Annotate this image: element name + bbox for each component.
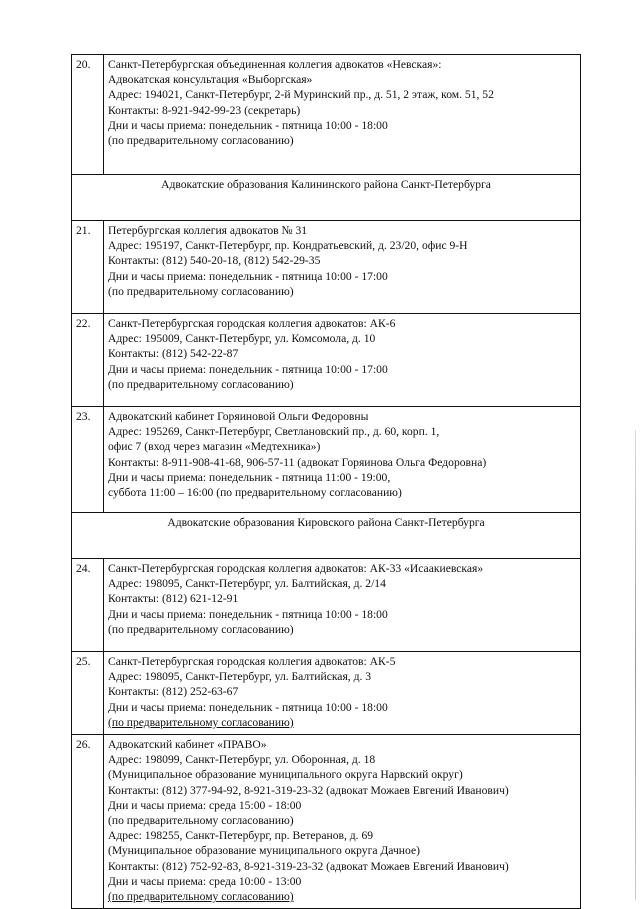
entry-line: Контакты: (812) 540-20-18, (812) 542-29-35 — [108, 254, 321, 268]
entry-line: Адрес: 198095, Санкт-Петербург, ул. Балтийская, д. 2/14 — [108, 577, 386, 591]
table-row — [72, 314, 581, 407]
entry-line: Санкт-Петербургская городская коллегия адвокатов: АК-5 — [108, 655, 396, 668]
entry-number: 23. — [72, 407, 104, 513]
entry-line: Адрес: 195269, Санкт-Петербург, Светлановский пр., д. 60, корп. 1, — [108, 425, 440, 439]
entry-line: Санкт-Петербургская городская коллегия адвокатов: АК-33 «Исаакиевская» — [108, 562, 484, 575]
entry-line: (по предварительному согласованию) — [108, 715, 294, 729]
entry-details — [104, 55, 581, 175]
entry-number: 20. — [72, 55, 104, 175]
entry-line: Адрес: 194021, Санкт-Петербург, 2-й Муринский пр., д. 51, 2 этаж, ком. 51, 52 — [108, 88, 494, 102]
entry-details — [104, 735, 581, 909]
entry-details — [104, 652, 581, 735]
entry-line: Адрес: 195009, Санкт-Петербург, ул. Комсомола, д. 10 — [108, 332, 376, 346]
table-row — [72, 221, 581, 314]
table-row — [72, 55, 581, 175]
entry-line: суббота 11:00 – 16:00 (по предварительному согласованию) — [108, 486, 402, 500]
entry-line: Санкт-Петербургская городская коллегия адвокатов: АК-6 — [108, 317, 396, 330]
entry-line: (Муниципальное образование муниципального округа Нарвский округ) — [108, 768, 463, 782]
entry-line: Дни и часы приема: понедельник - пятница 10:00 - 17:00 — [108, 362, 388, 376]
entry-line: Дни и часы приема: понедельник - пятница 10:00 - 18:00 — [108, 118, 388, 132]
entry-line: Контакты: (812) 377-94-92, 8-921-319-23-32 (адвокат Можаев Евгений Иванович) — [108, 783, 509, 797]
entry-line: Контакты: (812) 542-22-87 — [108, 347, 239, 361]
scan-edge-artifact — [635, 430, 636, 900]
entry-line: Дни и часы приема: понедельник - пятница 10:00 - 17:00 — [108, 269, 388, 283]
advocates-table — [71, 54, 581, 909]
entry-line: Адвокатский кабинет Горяиновой Ольги Федоровны — [108, 410, 369, 423]
entry-line: (по предварительному согласованию) — [108, 377, 294, 391]
entry-line: Адрес: 198255, Санкт-Петербург, пр. Ветеранов, д. 69 — [108, 829, 374, 843]
entry-line: (по предварительному согласованию) — [108, 134, 294, 148]
section-title: Адвокатские образования Калининского района Санкт-Петербурга — [72, 175, 581, 221]
entry-line: офис 7 (вход через магазин «Медтехника») — [108, 440, 321, 454]
entry-line: Дни и часы приема: понедельник - пятница 11:00 - 19:00, — [108, 470, 391, 484]
entry-line: Дни и часы приема: понедельник - пятница 10:00 - 18:00 — [108, 700, 388, 714]
entry-line: Контакты: (812) 752-92-83, 8-921-319-23-32 (адвокат Можаев Евгений Иванович) — [108, 859, 509, 873]
entry-line: Дни и часы приема: среда 15:00 - 18:00 — [108, 798, 302, 812]
entry-line: Адвокатский кабинет «ПРАВО» — [108, 738, 267, 752]
entry-line: (по предварительному согласованию) — [108, 284, 294, 298]
entry-details — [104, 559, 581, 652]
entry-number: 22. — [72, 314, 104, 407]
entry-details — [104, 314, 581, 407]
entry-line: Контакты: 8-921-942-99-23 (секретарь) — [108, 103, 301, 117]
entry-line: (по предварительному согласованию) — [108, 814, 294, 828]
table-row — [72, 559, 581, 652]
entry-number: 25. — [72, 652, 104, 735]
entry-number: 26. — [72, 735, 104, 909]
table-row — [72, 407, 581, 513]
entry-number: 21. — [72, 221, 104, 314]
entry-line: Адвокатская консультация «Выборгская» — [108, 73, 313, 87]
entry-line: Дни и часы приема: среда 10:00 - 13:00 — [108, 874, 302, 888]
entry-line: Адрес: 195197, Санкт-Петербург, пр. Кондратьевский, д. 23/20, офис 9-Н — [108, 239, 468, 253]
entry-line: Адрес: 198095, Санкт-Петербург, ул. Балтийская, д. 3 — [108, 670, 372, 684]
entry-line: Контакты: (812) 252-63-67 — [108, 685, 239, 699]
entry-details — [104, 221, 581, 314]
entry-line: (по предварительному согласованию) — [108, 890, 294, 904]
entry-number: 24. — [72, 559, 104, 652]
entry-line: Петербургская коллегия адвокатов № 31 — [108, 224, 308, 237]
entry-line: Санкт-Петербургская объединенная коллегия адвокатов «Невская»: — [108, 58, 442, 71]
entry-line: Дни и часы приема: понедельник - пятница 10:00 - 18:00 — [108, 607, 388, 621]
entry-line: Контакты: (812) 621-12-91 — [108, 592, 239, 606]
table-row — [72, 652, 581, 735]
section-title: Адвокатские образования Кировского района Санкт-Петербурга — [72, 513, 581, 559]
section-row — [72, 175, 581, 221]
entry-details — [104, 407, 581, 513]
entry-line: (по предварительному согласованию) — [108, 622, 294, 636]
entry-line: (Муниципальное образование муниципального округа Дачное) — [108, 844, 420, 858]
table-row — [72, 735, 581, 909]
entry-line: Контакты: 8-911-908-41-68, 906-57-11 (адвокат Горяинова Ольга Федоровна) — [108, 455, 487, 469]
entry-line: Адрес: 198099, Санкт-Петербург, ул. Оборонная, д. 18 — [108, 753, 376, 767]
section-row — [72, 513, 581, 559]
